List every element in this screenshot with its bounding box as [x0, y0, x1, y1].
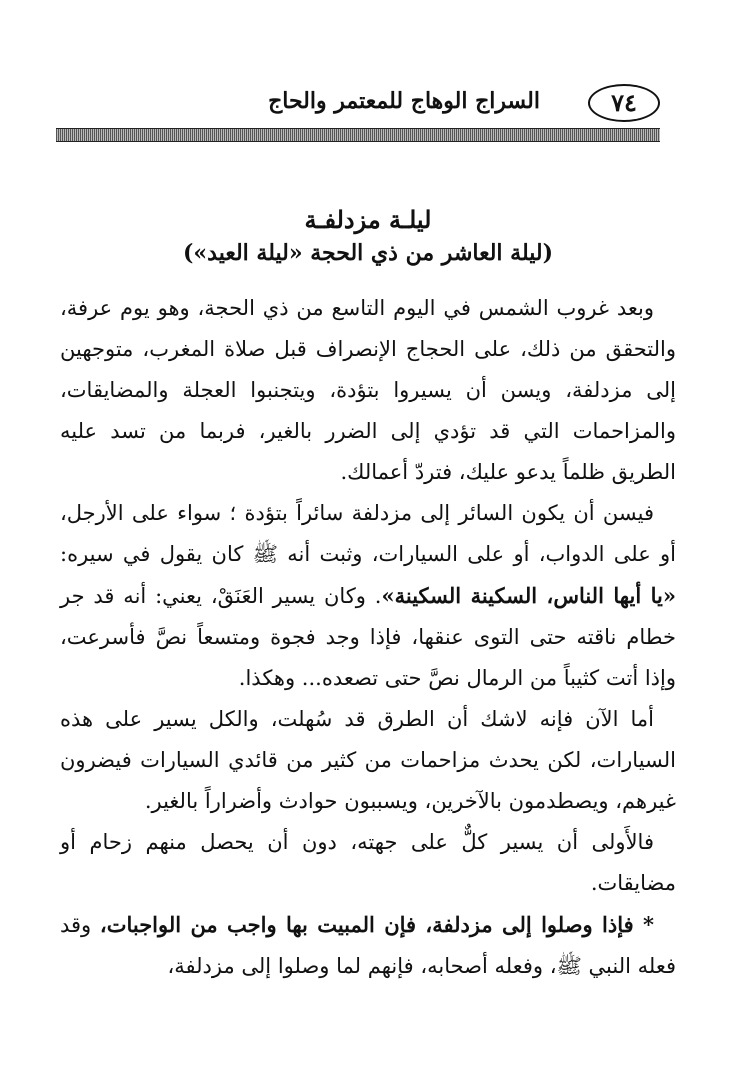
- page-number-text: ٧٤: [611, 88, 637, 117]
- paragraph-5-text: وقد فعله النبي ﷺ، وفعله أصحابه، فإنهم لما وصلوا إلى مزدلفة،: [60, 913, 676, 978]
- page-body: [60, 205, 676, 987]
- section-title: ليلـة مزدلفـة: [304, 205, 432, 234]
- paragraph-4: فالأَولى أن يسير كلٌّ على جهته، دون أن يحصل منهم زحام أو مضايقات.: [60, 830, 676, 895]
- paragraph-2-text-a: فيسن أن يكون السائر إلى مزدلفة سائراً بتؤدة ؛ سواء على الأرجل، أو على الدواب، أو على السيارات، وثبت أنه ﷺ كان يقول في سيره:: [60, 501, 676, 566]
- prophet-quote: «يا أيها الناس، السكينة السكينة»: [381, 583, 676, 608]
- page-number: [588, 84, 660, 122]
- page-header: [50, 82, 660, 124]
- paragraph-5-bold: * فإذا وصلوا إلى مزدلفة، فإن المبيت بها واجب من الواجبات،: [99, 912, 654, 937]
- header-divider: [56, 128, 660, 142]
- section-subtitle: (ليلة العاشر من ذي الحجة «ليلة العيد»): [183, 240, 553, 266]
- paragraph-5: [60, 904, 676, 987]
- paragraph-2-text-b: . وكان يسير العَنَقْ، يعني: أنه قد جر خطام ناقته حتى التوى عنقها، فإذا وجد فجوة ومتسعاً نصَّ فأسرعت، وإذا أتت كثيباً من الرمال نصَّ حتى تصعده... وهكذا.: [60, 584, 676, 690]
- running-title: السراج الوهاج للمعتمر والحاج: [268, 88, 540, 114]
- paragraph-1: وبعد غروب الشمس في اليوم التاسع من ذي الحجة، وهو يوم عرفة، والتحقق من ذلك، على الحجاج الإنصراف قبل صلاة المغرب، متوجهين إلى مزدلفة، ويسن أن يسيروا بتؤدة، ويتجنبوا العجلة والمضايقات، والمزاحمات التي قد تؤدي إلى الضرر بالغير، فربما من تسد عليه الطريق ظلماً يدعو عليك، فتردّ أعمالك.: [60, 296, 676, 484]
- paragraph-3: أما الآن فإنه لاشك أن الطرق قد سُهلت، والكل يسير على هذه السيارات، لكن يحدث مزاحمات من كثير من قائدي السيارات فيضرون غيرهم، ويصطدمون بالآخرين، ويسببون حوادث وأضراراً بالغير.: [60, 707, 676, 813]
- paragraph-2: [60, 493, 676, 699]
